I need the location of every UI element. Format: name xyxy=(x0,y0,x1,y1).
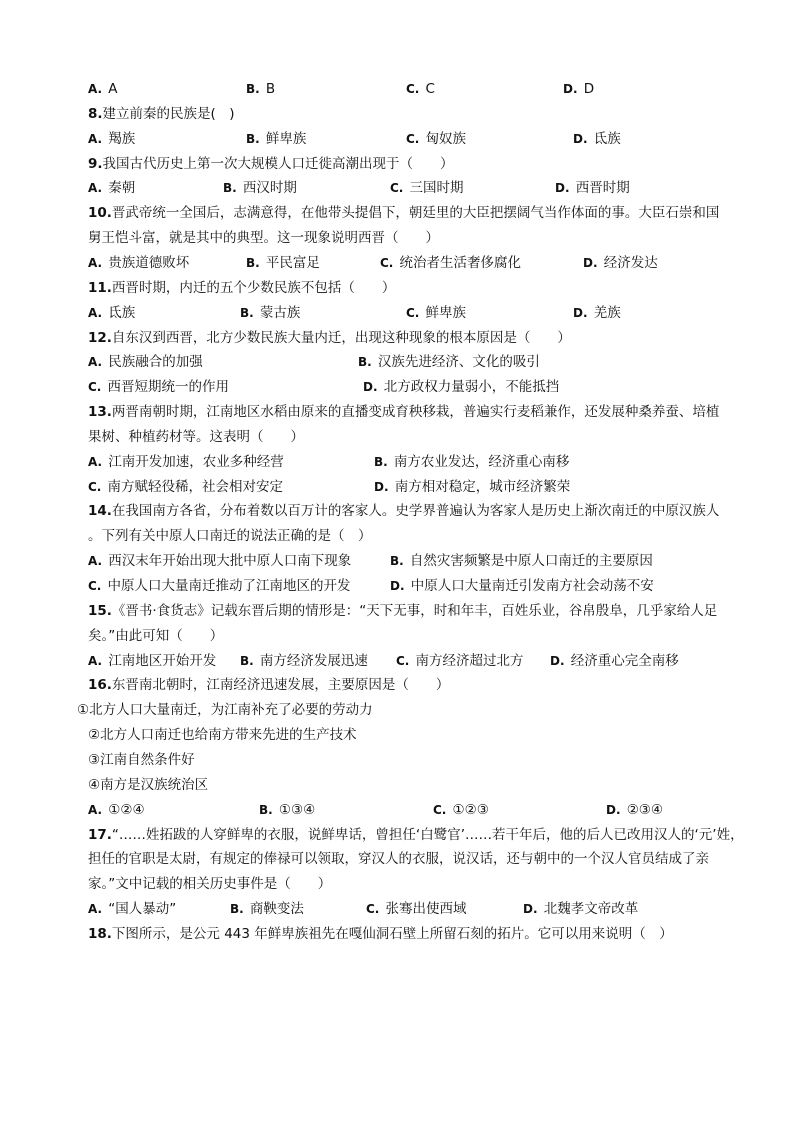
option-letter: D. xyxy=(523,902,542,917)
question-stem xyxy=(88,326,794,351)
answer-option xyxy=(374,475,570,500)
answer-option xyxy=(246,251,320,276)
answer-option xyxy=(406,301,466,326)
option-text: 中原人口大量南迁引发南方社会动荡不安 xyxy=(410,578,654,594)
answer-option xyxy=(240,649,368,674)
question-stem xyxy=(88,673,794,698)
answer-option xyxy=(563,77,594,102)
option-text: C xyxy=(425,81,435,97)
option-letter: A. xyxy=(88,802,107,817)
option-text: D xyxy=(583,81,595,97)
answer-option xyxy=(259,798,315,823)
option-text: 西汉末年开始出现大批中原人口南下现象 xyxy=(108,553,352,570)
option-text: 匈奴族 xyxy=(425,130,467,147)
answer-option xyxy=(88,375,229,400)
options-row xyxy=(0,77,794,102)
question-stem xyxy=(88,847,794,872)
options-row xyxy=(0,375,794,400)
question-number: 11. xyxy=(88,279,112,296)
option-letter: C. xyxy=(390,181,408,196)
answer-option xyxy=(88,798,145,823)
option-letter: C. xyxy=(396,653,414,668)
answer-option xyxy=(573,127,621,152)
answer-option xyxy=(246,77,275,102)
question-stem xyxy=(88,599,794,624)
option-letter: C. xyxy=(88,479,106,494)
answer-option xyxy=(433,798,489,823)
answer-option xyxy=(240,301,300,326)
question-text: 西晋时期，内迁的五个少数民族不包括（ ） xyxy=(111,279,396,296)
option-letter: D. xyxy=(583,255,602,270)
option-letter: A. xyxy=(88,355,107,370)
question-number: 10. xyxy=(88,205,112,222)
answer-option xyxy=(88,176,135,201)
option-text: 秦朝 xyxy=(108,180,136,197)
question-text: 我国古代历史上第一次大规模人口迁徙高潮出现于（ ） xyxy=(102,155,454,172)
option-text: 蒙古族 xyxy=(259,304,301,321)
question-subitem: ①北方人口大量南迁，为江南补充了必要的劳动力 xyxy=(77,702,373,719)
option-text: 氐族 xyxy=(108,304,136,321)
answer-option xyxy=(573,301,621,326)
option-text: 西晋短期统一的作用 xyxy=(107,379,230,396)
question-text: 舅王恺斗富，就是其中的典型。这一现象说明西晋（ ） xyxy=(88,230,439,247)
question-stem xyxy=(88,499,794,524)
option-letter: B. xyxy=(246,82,264,96)
option-letter: A. xyxy=(88,554,107,569)
answer-option xyxy=(390,549,653,574)
answer-option xyxy=(406,127,466,152)
option-text: 鲜卑族 xyxy=(265,130,307,147)
answer-option xyxy=(88,897,176,922)
question-number: 14. xyxy=(88,503,112,520)
question-number: 9. xyxy=(88,155,103,172)
question-text: 家。”文中记载的相关历史事件是（ ） xyxy=(88,876,332,893)
options-row xyxy=(0,475,794,500)
answer-option xyxy=(406,77,435,102)
answer-option xyxy=(583,251,658,276)
option-letter: C. xyxy=(406,131,424,146)
options-row xyxy=(0,450,794,475)
question-text: 矣。”由此可知（ ） xyxy=(88,627,224,644)
options-row xyxy=(0,897,794,922)
option-letter: A. xyxy=(88,653,107,668)
question-text: 《晋书·食货志》记载东晋后期的情形是：“天下无事，时和年丰，百姓乐业，谷帛殷阜，几乎家给人足 xyxy=(111,602,718,619)
answer-option xyxy=(246,127,306,152)
options-row xyxy=(0,251,794,276)
option-letter: B. xyxy=(390,554,408,569)
option-letter: C. xyxy=(88,380,106,395)
option-text: 南方相对稳定，城市经济繁荣 xyxy=(394,478,571,495)
option-letter: B. xyxy=(374,454,392,469)
option-letter: B. xyxy=(358,355,376,370)
options-row xyxy=(0,127,794,152)
options-row xyxy=(0,649,794,674)
question-text: 果树、种植药材等。这表明（ ） xyxy=(88,428,304,445)
question-stem xyxy=(88,823,794,848)
option-text: 贵族道德败坏 xyxy=(108,254,190,271)
option-letter: A. xyxy=(88,902,107,917)
question-stem xyxy=(88,201,794,226)
option-letter: B. xyxy=(223,181,241,196)
option-letter: B. xyxy=(246,131,264,146)
option-letter: B. xyxy=(240,653,258,668)
question-stem xyxy=(88,922,794,947)
option-letter: D. xyxy=(555,181,574,196)
answer-option xyxy=(390,176,464,201)
question-text: 两晋南朝时期，江南地区水稻由原来的直播变成育秧移栽，普遍实行麦稻兼作，还发展种桑养蚕、培植 xyxy=(111,404,720,421)
answer-option xyxy=(380,251,521,276)
option-letter: C. xyxy=(406,305,424,320)
options-row xyxy=(0,798,794,823)
option-letter: D. xyxy=(374,479,393,494)
option-letter: A. xyxy=(88,181,107,196)
question-text: 建立前秦的民族是( ) xyxy=(102,105,235,122)
option-text: 羯族 xyxy=(108,130,136,147)
option-text: 羌族 xyxy=(593,304,621,321)
answer-option xyxy=(88,127,135,152)
option-text: 汉族先进经济、文化的吸引 xyxy=(377,354,540,371)
option-text: 中原人口大量南迁推动了江南地区的开发 xyxy=(107,578,351,594)
options-row xyxy=(0,549,794,574)
option-letter: C. xyxy=(433,802,451,817)
question-stem xyxy=(88,276,794,301)
option-text: B xyxy=(265,81,276,97)
question-text: 东晋南北朝时，江南经济迅速发展，主要原因是（ ） xyxy=(111,677,450,694)
option-letter: B. xyxy=(230,902,248,917)
option-text: 北魏孝文帝改革 xyxy=(543,901,639,918)
option-text: 张骞出使西域 xyxy=(385,901,467,918)
question-stem xyxy=(88,102,794,127)
question-text: “……姓拓跋的人穿鲜卑的衣服，说鲜卑话，曾担任‘白鹭官’……若干年后，他的后人已改用汉人的‘元’姓， xyxy=(111,826,744,843)
option-text: 三国时期 xyxy=(409,180,464,197)
option-text: 江南地区开始开发 xyxy=(108,652,217,669)
question-text: 在我国南方各省，分布着数以百万计的客家人。史学界普遍认为客家人是历史上渐次南迁的中原汉族人 xyxy=(111,503,720,520)
question-stem xyxy=(88,524,794,549)
option-letter: D. xyxy=(563,82,582,96)
question-text: 担任的官职是太尉，有规定的俸禄可以领取，穿汉人的衣服，说汉话，还与朝中的一个汉人官员结成了亲 xyxy=(88,851,709,868)
option-text: ①②③ xyxy=(452,801,489,818)
answer-option xyxy=(88,77,118,102)
option-text: 鲜卑族 xyxy=(425,304,467,321)
question-number: 17. xyxy=(88,826,112,843)
option-letter: D. xyxy=(390,579,409,593)
answer-option xyxy=(88,301,135,326)
option-text: A xyxy=(108,81,118,97)
option-text: 南方经济发展迅速 xyxy=(259,652,368,669)
option-text: “国人暴动” xyxy=(108,901,177,918)
option-text: ②③④ xyxy=(626,801,664,818)
question-text: 下图所示，是公元 443 年鲜卑族祖先在嘎仙洞石壁上所留石刻的拓片。它可以用来说明（ ） xyxy=(111,925,673,942)
option-letter: B. xyxy=(246,255,264,270)
option-text: 南方农业发达，经济重心南移 xyxy=(393,453,570,470)
option-letter: A. xyxy=(88,131,107,146)
answer-option xyxy=(88,450,284,475)
option-text: 平民富足 xyxy=(265,254,320,271)
question-stem xyxy=(88,425,794,450)
answer-option xyxy=(88,649,216,674)
option-letter: D. xyxy=(550,653,569,668)
option-text: 西晋时期 xyxy=(575,180,630,197)
answer-option xyxy=(223,176,297,201)
option-letter: A. xyxy=(88,305,107,320)
option-text: 商鞅变法 xyxy=(249,901,304,918)
option-text: 西汉时期 xyxy=(242,180,297,197)
option-text: 经济重心完全南移 xyxy=(570,652,679,669)
answer-option xyxy=(555,176,630,201)
answer-option xyxy=(366,897,467,922)
question-text: 。下列有关中原人口南迁的说法正确的是（ ） xyxy=(88,528,372,545)
option-letter: C. xyxy=(88,579,106,593)
option-letter: C. xyxy=(366,902,384,917)
answer-option xyxy=(230,897,304,922)
question-number: 13. xyxy=(88,404,112,421)
option-letter: A. xyxy=(88,255,107,270)
question-stem xyxy=(88,872,794,897)
question-subitem: ②北方人口南迁也给南方带来先进的生产技术 xyxy=(88,727,357,744)
question-stem xyxy=(88,152,794,177)
option-text: 南方赋轻役稀，社会相对安定 xyxy=(107,478,284,495)
answer-option xyxy=(88,574,351,599)
question-stem xyxy=(88,624,794,649)
options-row xyxy=(0,301,794,326)
answer-option xyxy=(88,549,351,574)
question-stem xyxy=(88,226,794,251)
option-text: 统治者生活奢侈腐化 xyxy=(399,254,522,271)
option-letter: C. xyxy=(406,82,424,96)
option-letter: D. xyxy=(573,131,592,146)
answer-option xyxy=(390,574,654,599)
answer-option xyxy=(88,475,283,500)
option-text: ①③④ xyxy=(278,801,316,818)
options-row xyxy=(0,574,794,599)
question-subitem: ④南方是汉族统治区 xyxy=(88,776,209,793)
answer-option xyxy=(550,649,679,674)
answer-option xyxy=(88,251,189,276)
answer-option xyxy=(523,897,638,922)
answer-option xyxy=(358,350,540,375)
question-number: 12. xyxy=(88,329,112,346)
question-text: 自东汉到西晋，北方少数民族大量内迁，出现这种现象的根本原因是（ ） xyxy=(111,329,571,346)
question-text: 晋武帝统一全国后，志满意得，在他带头提倡下，朝廷里的大臣把摆阔气当作体面的事。大臣石崇和国 xyxy=(111,205,720,222)
question-number: 18. xyxy=(88,925,112,942)
option-letter: D. xyxy=(606,802,625,817)
option-text: ①②④ xyxy=(108,801,145,818)
answer-option xyxy=(396,649,524,674)
options-row xyxy=(0,350,794,375)
option-letter: C. xyxy=(380,255,398,270)
answer-option xyxy=(88,350,203,375)
option-letter: A. xyxy=(88,454,107,469)
option-text: 自然灾害频繁是中原人口南迁的主要原因 xyxy=(409,553,653,570)
option-text: 北方政权力量弱小，不能抵挡 xyxy=(383,379,560,396)
option-letter: D. xyxy=(573,305,592,320)
option-letter: B. xyxy=(259,802,277,817)
option-letter: A. xyxy=(88,82,107,96)
question-number: 8. xyxy=(88,105,103,122)
question-number: 16. xyxy=(88,677,112,694)
question-stem xyxy=(88,400,794,425)
option-text: 民族融合的加强 xyxy=(108,354,203,371)
answer-option xyxy=(606,798,663,823)
option-letter: B. xyxy=(240,305,258,320)
question-number: 15. xyxy=(88,602,112,619)
option-text: 氐族 xyxy=(593,130,621,147)
option-text: 江南开发加速，农业多种经营 xyxy=(108,453,284,470)
answer-option xyxy=(374,450,569,475)
option-text: 经济发达 xyxy=(603,254,658,271)
options-row xyxy=(0,176,794,201)
question-subitem: ③江南自然条件好 xyxy=(88,751,195,768)
option-text: 南方经济超过北方 xyxy=(415,652,524,669)
answer-option xyxy=(363,375,559,400)
option-letter: D. xyxy=(363,380,382,395)
